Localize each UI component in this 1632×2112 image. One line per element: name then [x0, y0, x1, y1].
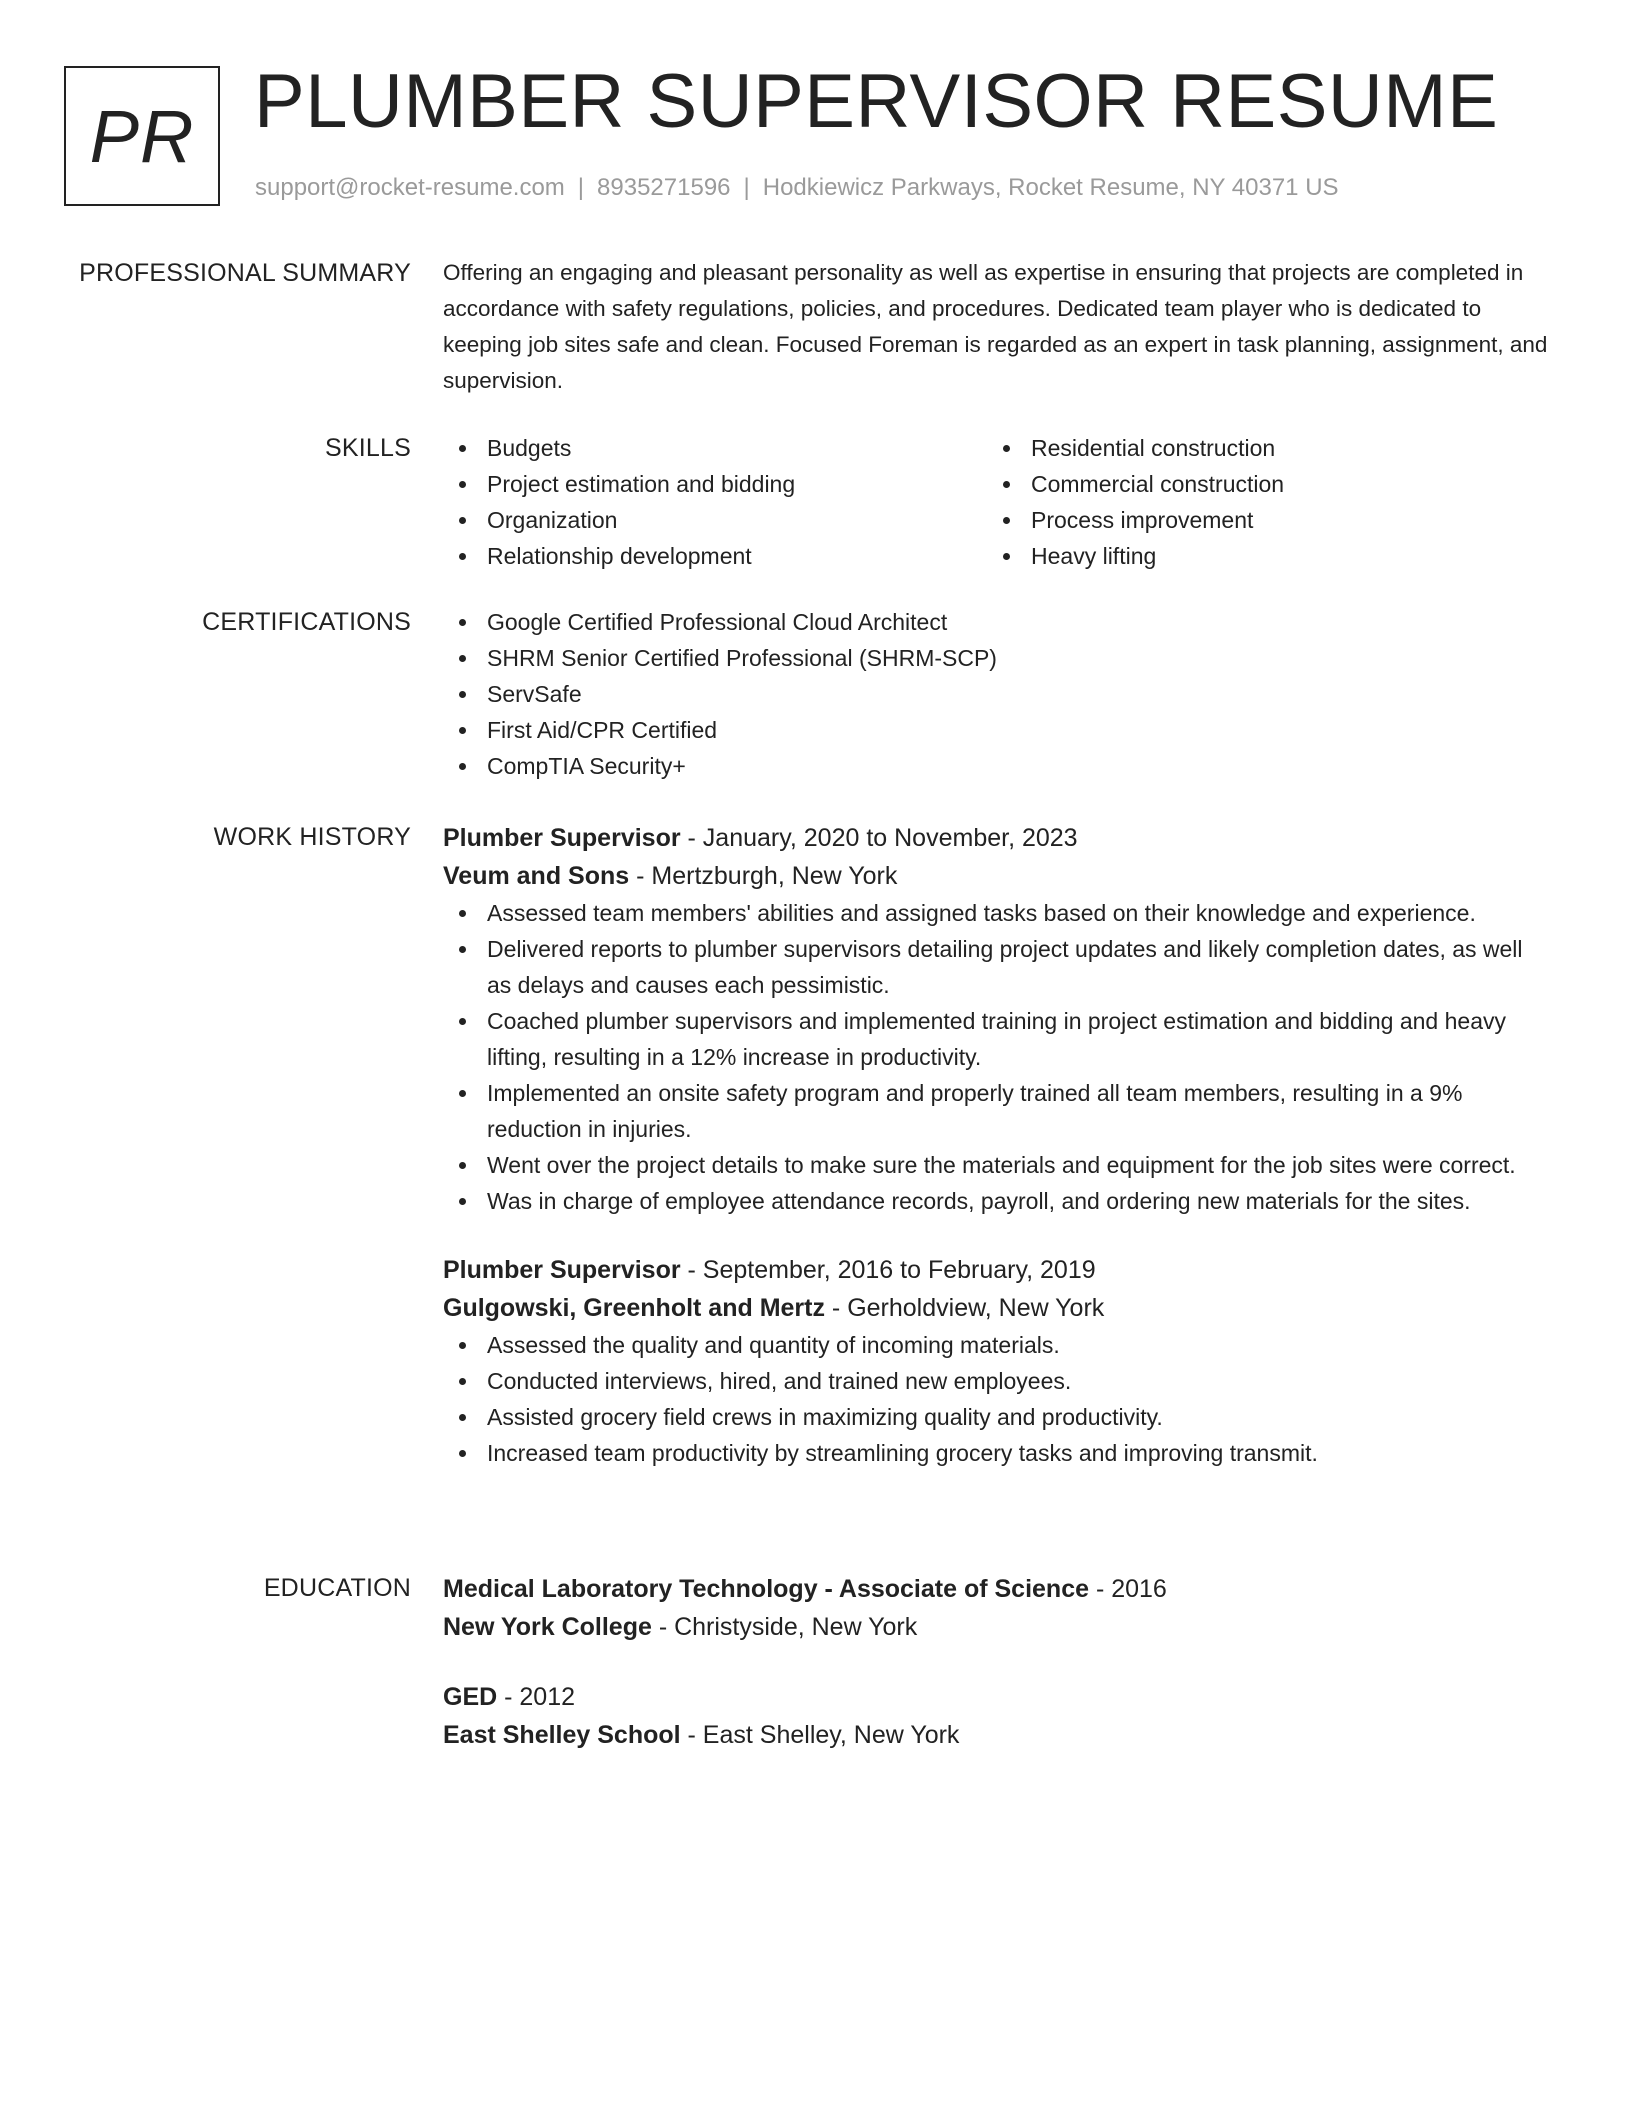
certification-item: ServSafe: [443, 676, 1553, 712]
education-degree-line: [443, 1678, 1553, 1716]
job-company: Veum and Sons: [443, 862, 630, 890]
education-entry: [443, 1570, 1553, 1646]
education-year: - 2016: [1089, 1575, 1167, 1603]
contact-line: [255, 172, 1339, 204]
skill-item: Commercial construction: [987, 466, 1531, 502]
job-bullets: [443, 895, 1553, 1219]
page-title: PLUMBER SUPERVISOR RESUME: [254, 59, 1499, 144]
job-entry: [443, 819, 1553, 1219]
work-history-body: [443, 819, 1553, 1471]
education-location: - Christyside, New York: [651, 1613, 918, 1641]
certifications-body: [443, 604, 1553, 784]
skill-item: Organization: [443, 502, 987, 538]
skill-item: Heavy lifting: [987, 538, 1531, 574]
education-school: East Shelley School: [443, 1721, 681, 1749]
skill-item: Residential construction: [987, 430, 1531, 466]
summary-body: [443, 255, 1553, 399]
certification-item: CompTIA Security+: [443, 748, 1553, 784]
section-label-certifications: CERTIFICATIONS: [202, 608, 411, 636]
education-entry: [443, 1678, 1553, 1754]
section-label-skills: SKILLS: [325, 434, 411, 462]
education-location: - East Shelley, New York: [680, 1721, 960, 1749]
job-bullet: Delivered reports to plumber supervisors detailing project updates and likely completion dates, as well as delays and causes each pessimistic.: [443, 931, 1553, 1003]
job-company: Gulgowski, Greenholt and Mertz: [443, 1294, 825, 1322]
education-school: New York College: [443, 1613, 652, 1641]
contact-address: Hodkiewicz Parkways, Rocket Resume, NY 40371 US: [762, 174, 1339, 201]
section-label-summary: PROFESSIONAL SUMMARY: [79, 259, 411, 287]
job-bullet: Went over the project details to make sure the materials and equipment for the job sites were correct.: [443, 1147, 1553, 1183]
education-school-line: [443, 1608, 1553, 1646]
job-title-line: [443, 1251, 1553, 1289]
contact-email: support@rocket-resume.com: [255, 174, 565, 201]
certifications-list: [443, 604, 1553, 784]
job-company-line: [443, 1289, 1553, 1327]
job-bullet: Implemented an onsite safety program and properly trained all team members, resulting in a 9% reduction in injuries.: [443, 1075, 1553, 1147]
job-bullet: Assessed team members' abilities and assigned tasks based on their knowledge and experience.: [443, 895, 1553, 931]
education-degree: GED: [443, 1683, 498, 1711]
monogram-badge: PR: [64, 66, 220, 206]
skill-item: Process improvement: [987, 502, 1531, 538]
job-title: Plumber Supervisor: [443, 1256, 681, 1284]
job-company-line: [443, 857, 1553, 895]
job-title-line: [443, 819, 1553, 857]
section-skills: [0, 430, 1632, 580]
section-certifications: [0, 604, 1632, 794]
contact-phone: 8935271596: [597, 174, 731, 201]
education-degree: Medical Laboratory Technology - Associate of Science: [443, 1575, 1089, 1603]
job-bullet: Assessed the quality and quantity of incoming materials.: [443, 1327, 1553, 1363]
skill-item: Budgets: [443, 430, 987, 466]
certification-item: Google Certified Professional Cloud Architect: [443, 604, 1553, 640]
job-dates: - January, 2020 to November, 2023: [680, 824, 1078, 852]
summary-text: Offering an engaging and pleasant personality as well as expertise in ensuring that projects are completed in accordance with safety regulations, policies, and procedures. Dedicated team player who is dedicated to keeping job sites safe and clean. Focused Foreman is regarded as an expert in task planning, assignment, and supervision.: [443, 260, 1548, 393]
skill-item: Relationship development: [443, 538, 987, 574]
job-bullet: Assisted grocery field crews in maximizing quality and productivity.: [443, 1399, 1553, 1435]
job-location: - Mertzburgh, New York: [629, 862, 898, 890]
section-summary: [0, 255, 1632, 400]
job-bullet: Coached plumber supervisors and implemented training in project estimation and bidding and heavy lifting, resulting in a 12% increase in productivity.: [443, 1003, 1553, 1075]
section-label-work-history: WORK HISTORY: [213, 823, 411, 851]
job-bullet: Was in charge of employee attendance records, payroll, and ordering new materials for the sites.: [443, 1183, 1553, 1219]
education-year: - 2012: [497, 1683, 576, 1711]
skill-item: Project estimation and bidding: [443, 466, 987, 502]
job-dates: - September, 2016 to February, 2019: [680, 1256, 1096, 1284]
education-school-line: [443, 1716, 1553, 1754]
job-entry: [443, 1251, 1553, 1471]
contact-separator: |: [577, 174, 585, 201]
section-label-education: EDUCATION: [263, 1574, 411, 1602]
contact-separator: |: [743, 174, 750, 201]
skills-list-left: [443, 430, 987, 574]
job-bullets: [443, 1327, 1553, 1471]
job-location: - Gerholdview, New York: [824, 1294, 1105, 1322]
job-title: Plumber Supervisor: [443, 824, 681, 852]
education-degree-line: [443, 1570, 1553, 1608]
skills-list-right: [987, 430, 1531, 574]
section-work-history: [0, 819, 1632, 1539]
certification-item: First Aid/CPR Certified: [443, 712, 1553, 748]
job-bullet: Conducted interviews, hired, and trained new employees.: [443, 1363, 1553, 1399]
education-body: [443, 1570, 1553, 1754]
certification-item: SHRM Senior Certified Professional (SHRM-SCP): [443, 640, 1553, 676]
skills-body: [443, 430, 1553, 574]
section-education: [0, 1570, 1632, 1770]
job-bullet: Increased team productivity by streamlining grocery tasks and improving transmit.: [443, 1435, 1553, 1471]
